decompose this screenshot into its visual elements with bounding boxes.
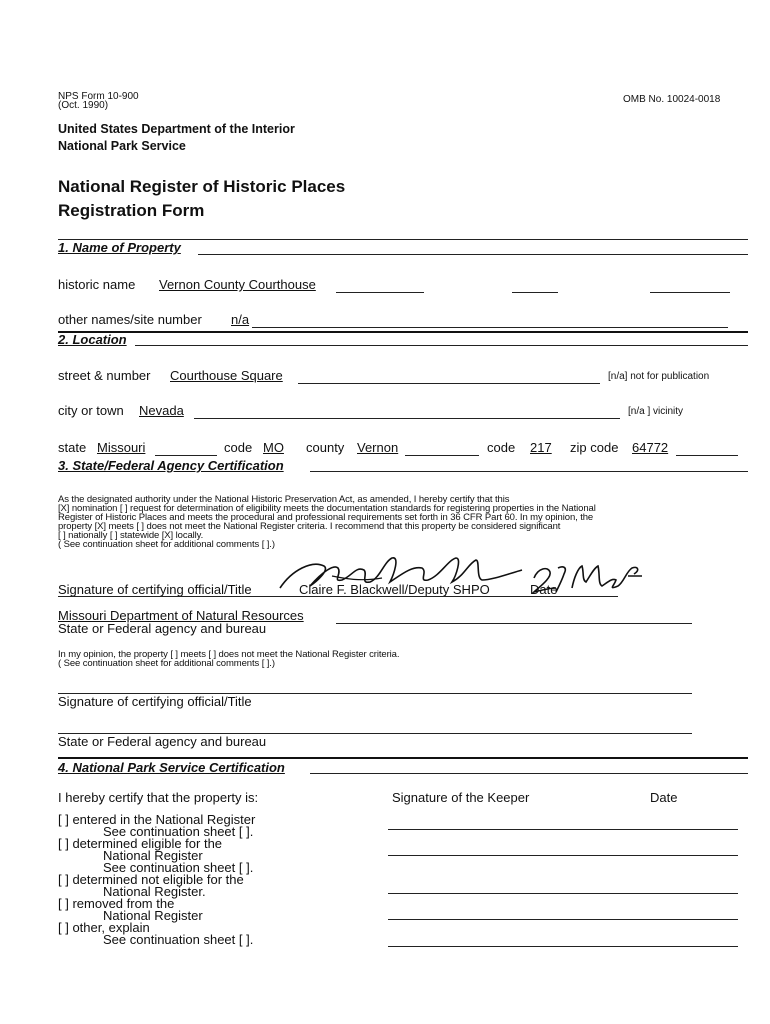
option-other: [ ] other, explain: [58, 920, 150, 935]
city-label: city or town: [58, 403, 124, 418]
county-value: Vernon: [357, 440, 399, 455]
vicinity: [n/a ] vicinity: [628, 406, 684, 417]
city-value: Nevada: [139, 403, 184, 418]
option-sub-line: National Register.: [103, 884, 206, 899]
zip-value: 64772: [632, 440, 669, 455]
option-determined-not-eligible: [ ] determined not eligible for the: [58, 872, 244, 887]
form-date: (Oct. 1990): [58, 100, 109, 111]
keeper-date-label: Date: [650, 790, 678, 805]
section-divider: [310, 773, 748, 774]
keeper-line: [388, 919, 738, 920]
keeper-line: [388, 893, 738, 894]
option-continuation: See continuation sheet [ ].: [103, 860, 254, 875]
option-continuation: See continuation sheet [ ].: [103, 824, 254, 839]
service-name: National Park Service: [58, 139, 186, 153]
certification-text-line: [X] nomination [ ] request for determination of eligibility meets the documentation standards for registering properties in the National: [58, 503, 596, 514]
street-label: street & number: [58, 368, 151, 383]
opinion-line: In my opinion, the property [ ] meets [ ] does not meet the National Register criteria.: [58, 649, 400, 660]
fill-line: [512, 292, 558, 293]
other-names-label: other names/site number: [58, 312, 202, 327]
agency-label: State or Federal agency and bureau: [58, 621, 267, 636]
section2-heading: 2. Location: [58, 332, 127, 347]
opinion-continuation: ( See continuation sheet for additional comments [ ].): [58, 658, 275, 669]
zip-label: zip code: [570, 440, 619, 455]
certifying-official-name: Claire F. Blackwell/Deputy SHPO: [299, 582, 490, 597]
omb-number: OMB No. 10024-0018: [623, 94, 721, 105]
fill-line: [650, 292, 730, 293]
state-code-label: code: [224, 440, 253, 455]
fill-line: [252, 327, 728, 328]
keeper-line: [388, 829, 738, 830]
form-number: NPS Form 10-900: [58, 91, 139, 102]
section4-heading: 4. National Park Service Certification: [58, 760, 285, 775]
state-value: Missouri: [97, 440, 146, 455]
section-divider: [58, 331, 748, 333]
agency-value: Missouri Department of Natural Resources: [58, 608, 304, 623]
section3-heading: 3. State/Federal Agency Certification: [58, 458, 284, 473]
signature-date-label: Date: [530, 582, 558, 597]
historic-name-label: historic name: [58, 277, 136, 292]
fill-line: [194, 418, 620, 419]
section1-heading: 1. Name of Property: [58, 240, 181, 255]
state-code-value: MO: [263, 440, 284, 455]
option-determined-eligible: [ ] determined eligible for the: [58, 836, 223, 851]
signature-line: [58, 596, 618, 597]
fill-line: [336, 292, 424, 293]
section-divider: [310, 471, 748, 472]
state-label: state: [58, 440, 87, 455]
county-code-value: 217: [530, 440, 552, 455]
option-sub-line: National Register: [103, 908, 203, 923]
county-code-label: code: [487, 440, 516, 455]
fill-line: [676, 455, 738, 456]
keeper-line: [388, 946, 738, 947]
fill-line: [405, 455, 479, 456]
signature-label: Signature of certifying official/Title: [58, 582, 252, 597]
option-entered: [ ] entered in the National Register: [58, 812, 256, 827]
option-continuation: See continuation sheet [ ].: [103, 932, 254, 947]
street-value: Courthouse Square: [170, 368, 283, 383]
option-sub-line: National Register: [103, 848, 203, 863]
certification-text-line: ( See continuation sheet for additional comments [ ].): [58, 539, 275, 550]
other-names-value: n/a: [231, 312, 250, 327]
certification-text-line: [ ] nationally [ ] statewide [X] locally.: [58, 530, 204, 541]
certification-text-line: property [X] meets [ ] does not meet the National Register criteria. I recommend that this property be considered significant: [58, 521, 561, 532]
fill-line: [298, 383, 600, 384]
historic-name-value: Vernon County Courthouse: [159, 277, 316, 292]
agency-label-2: State or Federal agency and bureau: [58, 734, 267, 749]
certify-label: I hereby certify that the property is:: [58, 790, 259, 805]
option-removed: [ ] removed from the: [58, 896, 175, 911]
section-divider: [135, 345, 748, 346]
keeper-signature-label: Signature of the Keeper: [392, 790, 530, 805]
form-subtitle: Registration Form: [58, 201, 205, 220]
not-for-publication: [n/a] not for publication: [608, 371, 710, 382]
keeper-line: [388, 855, 738, 856]
signature-label-2: Signature of certifying official/Title: [58, 694, 252, 709]
section-divider: [198, 254, 748, 255]
form-title: National Register of Historic Places: [58, 177, 346, 196]
certification-text-line: Register of Historic Places and meets the procedural and professional requirements set forth in 36 CFR Part 60. In my opinion, the: [58, 512, 594, 523]
section-divider: [58, 757, 748, 759]
fill-line: [336, 623, 692, 624]
certification-text-line: As the designated authority under the National Historic Preservation Act, as amended, I hereby certify that this: [58, 494, 510, 505]
county-label: county: [306, 440, 345, 455]
fill-line: [155, 455, 217, 456]
department-name: United States Department of the Interior: [58, 122, 295, 136]
